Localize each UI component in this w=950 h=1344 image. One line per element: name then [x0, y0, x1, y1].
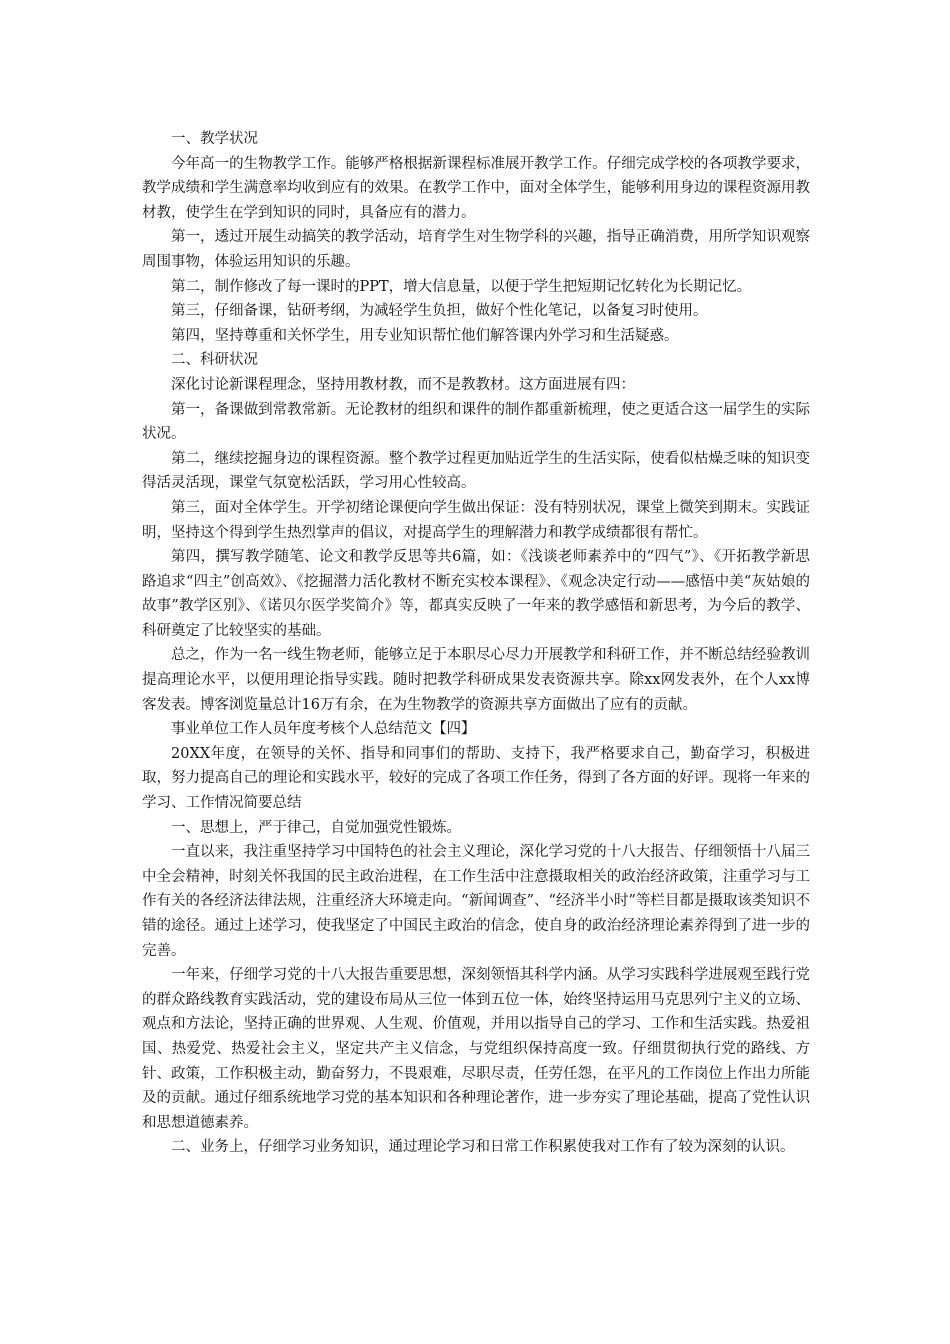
paragraph: 20XX年度，在领导的关怀、指导和同事们的帮助、支持下，我严格要求自己，勤奋学习，积极进取，努力提高自己的理论和实践水平，较好的完成了各项工作任务，得到了各方面的好评。现将一年来的学习、工作情况简要总结: [142, 745, 810, 812]
paragraph: 今年高一的生物教学工作。能够严格根据新课程标准展开教学工作。仔细完成学校的各项教学要求，教学成绩和学生满意率均收到应有的效果。在教学工作中，面对全体学生，能够利用身边的课程资源用教材教，使学生在学到知识的同时，具备应有的潜力。: [142, 155, 810, 221]
paragraph: 深化讨论新课程理念，坚持用教材教，而不是教教材。这方面进展有四：: [171, 376, 635, 393]
paragraph: 第四，坚持尊重和关怀学生，用专业知识帮忙他们解答课内外学习和生活疑惑。: [171, 327, 679, 344]
article-title: 事业单位工作人员年度考核个人总结范文【四】: [171, 721, 476, 738]
paragraph: 第四，撰写教学随笔、论文和教学反思等共6篇，如：《浅谈老师素养中的“四气”》、《开拓教学新思路追求“四主”创高效》、《挖掘潜力活化教材不断充实校本课程》、《观念决定行动——感悟中美“灰姑娘的故事”教学区别》、《诺贝尔医学奖简介》等，都真实反映了一年来的教学感悟和新思考，为今后的教学、科研奠定了比较坚实的基础。: [142, 549, 810, 639]
section-heading-ideology: 一、思想上，严于律己，自觉加强党性锻炼。: [171, 819, 461, 836]
paragraph: 一年来，仔细学习党的十八大报告重要思想，深刻领悟其科学内涵。从学习实践科学进展观至践行党的群众路线教育实践活动，党的建设布局从三位一体到五位一体，始终坚持运用马克思列宁主义的立场、观点和方法论，坚持正确的世界观、人生观、价值观，并用以指导自己的学习、工作和生活实践。热爱祖国、热爱党、热爱社会主义，坚定共产主义信念，与党组织保持高度一致。仔细贯彻执行党的路线、方针、政策，工作积极主动，勤奋努力，不畏艰难，尽职尽责，任劳任怨，在平凡的工作岗位上作出力所能及的贡献。通过仔细系统地学习党的基本知识和各种理论著作，进一步夯实了理论基础，提高了党性认识和思想道德素养。: [142, 967, 810, 1131]
paragraph: 总之，作为一名一线生物老师，能够立足于本职尽心尽力开展教学和科研工作，并不断总结经验教训提高理论水平，以便用理论指导实践。随时把教学科研成果发表资源共享。除xx网发表外，在个人xx博客发表。博客浏览量总计16万有余，在为生物教学的资源共享方面做出了应有的贡献。: [142, 647, 810, 713]
paragraph: 第一，透过开展生动搞笑的教学活动，培育学生对生物学科的兴趣，指导正确消费，用所学知识观察周围事物，体验运用知识的乐趣。: [142, 229, 810, 270]
section-heading-research: 二、科研状况: [171, 352, 258, 369]
section-heading-teaching: 一、教学状况: [171, 131, 258, 147]
paragraph: 第二，继续挖掘身边的课程资源。整个教学过程更加贴近学生的生活实际，使看似枯燥乏味的知识变得活灵活现，课堂气氛宽松活跃，学习用心性较高。: [142, 450, 810, 492]
paragraph: 第三，仔细备课，钻研考纲，为减轻学生负担，做好个性化笔记，以备复习时使用。: [171, 303, 708, 320]
paragraph: 第一，备课做到常教常新。无论教材的组织和课件的制作都重新梳理，使之更适合这一届学生的实际状况。: [142, 401, 810, 443]
paragraph: 第三，面对全体学生。开学初绪论课便向学生做出保证：没有特别状况，课堂上微笑到期末。实践证明，坚持这个得到学生热烈掌声的倡议，对提高学生的理解潜力和教学成绩都很有帮忙。: [142, 499, 810, 541]
paragraph: 第二，制作修改了每一课时的PPT，增大信息量，以便于学生把短期记忆转化为长期记忆。: [171, 278, 752, 295]
section-heading-business: 二、业务上，仔细学习业务知识，通过理论学习和日常工作积累使我对工作有了较为深刻的认识。: [171, 1139, 795, 1156]
paragraph: 一直以来，我注重坚持学习中国特色的社会主义理论，深化学习党的十八大报告、仔细领悟十八届三中全会精神，时刻关怀我国的民主政治进程，在工作生活中注意摄取相关的政治经济政策，注重学习与工作有关的各经济法律法规，注重经济大环境走向。“新闻调查”、“经济半小时”等栏目都是摄取该类知识不错的途径。通过上述学习，使我坚定了中国民主政治的信念，使自身的政治经济理论素养得到了进一步的完善。: [142, 844, 810, 959]
document-body: [142, 127, 810, 1160]
